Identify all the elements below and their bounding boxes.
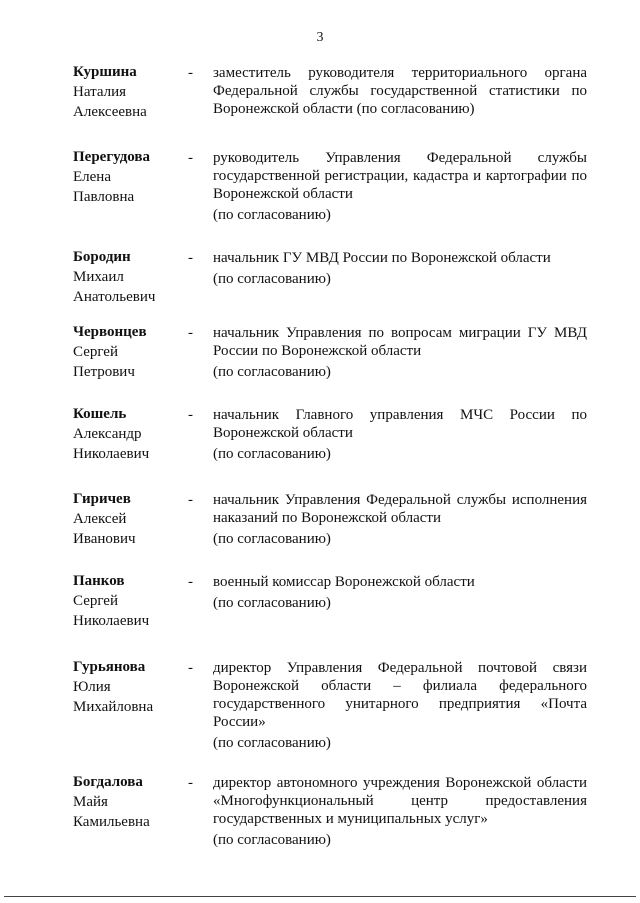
position-line: наказаний по Воронежской области bbox=[213, 510, 441, 526]
member-position bbox=[213, 774, 587, 849]
member-name bbox=[73, 147, 183, 207]
member-surname: Перегудова bbox=[73, 149, 151, 165]
position-line: Воронежской области (по согласованию) bbox=[213, 101, 475, 117]
member-name bbox=[73, 62, 183, 122]
position-line: государственной регистрации, кадастра и картографии по bbox=[213, 168, 587, 184]
dash-separator: - bbox=[188, 775, 193, 791]
position-line: директор Управления Федеральной почтовой связи bbox=[213, 660, 587, 676]
member-position bbox=[213, 659, 587, 752]
member-surname: Червонцев bbox=[73, 324, 147, 340]
member-name bbox=[73, 322, 183, 382]
approval-note: (по согласованию) bbox=[213, 832, 331, 848]
member-patronymic: Николаевич bbox=[73, 613, 150, 629]
member-name bbox=[73, 489, 183, 549]
member-name bbox=[73, 404, 183, 464]
member-surname: Гурьянова bbox=[73, 659, 146, 675]
member-position bbox=[213, 64, 587, 118]
position-line: России по Воронежской области bbox=[213, 343, 422, 359]
member-first-name: Елена bbox=[73, 169, 111, 185]
member-surname: Панков bbox=[73, 573, 125, 589]
member-name bbox=[73, 247, 183, 307]
position-line: России» bbox=[213, 714, 266, 730]
dash-separator: - bbox=[188, 660, 193, 676]
member-position bbox=[213, 406, 587, 463]
position-line: государственного унитарного предприятия «Почта bbox=[213, 696, 587, 712]
dash-separator: - bbox=[188, 65, 193, 81]
position-line: начальник ГУ МВД России по Воронежской области bbox=[213, 250, 551, 266]
page-number: 3 bbox=[316, 30, 324, 45]
member-name bbox=[73, 657, 183, 717]
member-surname: Бородин bbox=[73, 249, 131, 265]
approval-note: (по согласованию) bbox=[213, 271, 331, 287]
approval-note: (по согласованию) bbox=[213, 207, 331, 223]
approval-note: (по согласованию) bbox=[213, 531, 331, 547]
member-position bbox=[213, 324, 587, 381]
position-line: руководитель Управления Федеральной службы bbox=[213, 150, 587, 166]
dash-separator: - bbox=[188, 150, 193, 166]
position-line: директор автономного учреждения Воронежской области bbox=[213, 775, 587, 791]
position-line: Воронежской области bbox=[213, 425, 353, 441]
member-surname: Куршина bbox=[73, 64, 137, 80]
position-line: начальник Главного управления МЧС России по bbox=[213, 407, 587, 423]
bottom-rule bbox=[4, 896, 636, 897]
member-position bbox=[213, 573, 587, 612]
member-patronymic: Камильевна bbox=[73, 814, 150, 830]
member-first-name: Сергей bbox=[73, 344, 118, 360]
position-line: Воронежской области – филиала федерального bbox=[213, 678, 587, 694]
approval-note: (по согласованию) bbox=[213, 595, 331, 611]
member-surname: Богдалова bbox=[73, 774, 143, 790]
member-patronymic: Анатольевич bbox=[73, 289, 156, 305]
dash-separator: - bbox=[188, 325, 193, 341]
position-line: начальник Управления по вопросам миграции ГУ МВД bbox=[213, 325, 587, 341]
position-line: «Многофункциональный центр предоставления bbox=[213, 793, 587, 809]
member-first-name: Алексей bbox=[73, 511, 127, 527]
member-patronymic: Петрович bbox=[73, 364, 135, 380]
member-first-name: Александр bbox=[73, 426, 142, 442]
member-position bbox=[213, 249, 587, 288]
member-patronymic: Алексеевна bbox=[73, 104, 147, 120]
member-name bbox=[73, 571, 183, 631]
member-patronymic: Иванович bbox=[73, 531, 136, 547]
position-line: начальник Управления Федеральной службы исполнения bbox=[213, 492, 587, 508]
approval-note: (по согласованию) bbox=[213, 735, 331, 751]
position-line: государственных и муниципальных услуг» bbox=[213, 811, 488, 827]
approval-note: (по согласованию) bbox=[213, 364, 331, 380]
member-patronymic: Михайловна bbox=[73, 699, 154, 715]
member-first-name: Михаил bbox=[73, 269, 124, 285]
position-line: Воронежской области bbox=[213, 186, 353, 202]
dash-separator: - bbox=[188, 492, 193, 508]
member-first-name: Сергей bbox=[73, 593, 118, 609]
dash-separator: - bbox=[188, 574, 193, 590]
member-first-name: Наталия bbox=[73, 84, 127, 100]
member-patronymic: Павловна bbox=[73, 189, 135, 205]
member-position bbox=[213, 491, 587, 548]
approval-note: (по согласованию) bbox=[213, 446, 331, 462]
position-line: военный комиссар Воронежской области bbox=[213, 574, 475, 590]
member-surname: Гиричев bbox=[73, 491, 131, 507]
position-line: заместитель руководителя территориального органа bbox=[213, 65, 587, 81]
member-first-name: Майя bbox=[73, 794, 108, 810]
position-line: Федеральной службы государственной статистики по bbox=[213, 83, 587, 99]
member-first-name: Юлия bbox=[73, 679, 111, 695]
dash-separator: - bbox=[188, 407, 193, 423]
member-surname: Кошель bbox=[73, 406, 127, 422]
member-name bbox=[73, 772, 183, 832]
member-position bbox=[213, 149, 587, 224]
member-patronymic: Николаевич bbox=[73, 446, 150, 462]
dash-separator: - bbox=[188, 250, 193, 266]
